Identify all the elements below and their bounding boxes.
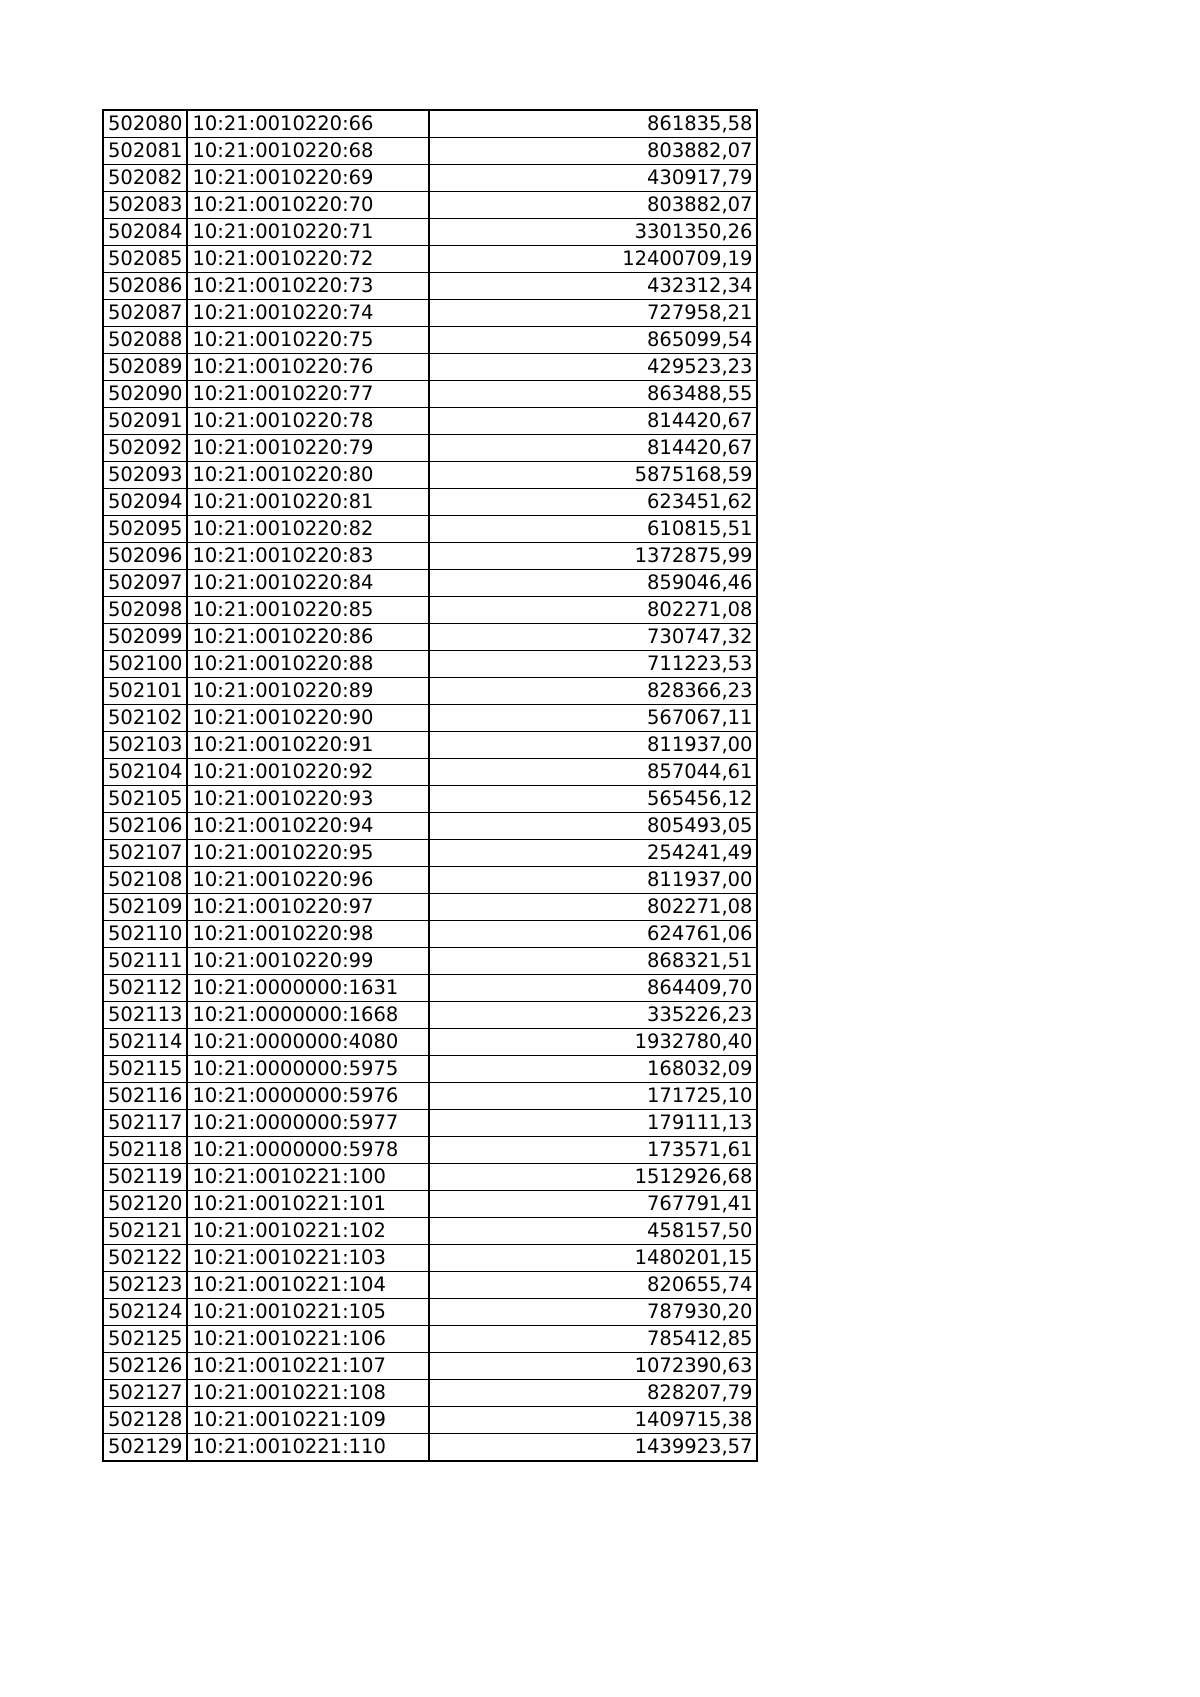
value-cell: 864409,70 [429,975,757,1002]
row-number-cell: 502098 [103,597,187,624]
value-cell: 814420,67 [429,435,757,462]
cadastral-number-cell: 10:21:0010220:91 [187,732,429,759]
cadastral-number-cell: 10:21:0010220:85 [187,597,429,624]
value-cell: 432312,34 [429,273,757,300]
value-cell: 567067,11 [429,705,757,732]
row-number-cell: 502108 [103,867,187,894]
cadastral-number-cell: 10:21:0010220:89 [187,678,429,705]
table-row [103,678,757,705]
cadastral-number-cell: 10:21:0010220:75 [187,327,429,354]
table-row [103,219,757,246]
table-row [103,570,757,597]
value-cell: 1372875,99 [429,543,757,570]
value-cell: 1932780,40 [429,1029,757,1056]
table-row [103,1056,757,1083]
table-row [103,921,757,948]
table-row [103,867,757,894]
table-row [103,786,757,813]
table-row [103,408,757,435]
value-cell: 820655,74 [429,1272,757,1299]
value-cell: 785412,85 [429,1326,757,1353]
table-row [103,516,757,543]
row-number-cell: 502089 [103,354,187,381]
cadastral-number-cell: 10:21:0010221:102 [187,1218,429,1245]
cadastral-number-cell: 10:21:0000000:5975 [187,1056,429,1083]
cadastral-number-cell: 10:21:0010220:80 [187,462,429,489]
cadastral-number-cell: 10:21:0000000:1668 [187,1002,429,1029]
value-cell: 168032,09 [429,1056,757,1083]
cadastral-number-cell: 10:21:0010221:103 [187,1245,429,1272]
table-row [103,759,757,786]
table-row [103,1083,757,1110]
table-row [103,300,757,327]
row-number-cell: 502080 [103,110,187,138]
value-cell: 1512926,68 [429,1164,757,1191]
table-row [103,651,757,678]
table-row [103,273,757,300]
cadastral-number-cell: 10:21:0010220:76 [187,354,429,381]
value-cell: 171725,10 [429,1083,757,1110]
table-row [103,1002,757,1029]
table-row [103,435,757,462]
row-number-cell: 502081 [103,138,187,165]
row-number-cell: 502095 [103,516,187,543]
cadastral-number-cell: 10:21:0010221:110 [187,1434,429,1462]
cadastral-number-cell: 10:21:0010221:108 [187,1380,429,1407]
value-cell: 12400709,19 [429,246,757,273]
table-row [103,732,757,759]
cadastral-number-cell: 10:21:0010220:81 [187,489,429,516]
value-cell: 730747,32 [429,624,757,651]
value-cell: 1409715,38 [429,1407,757,1434]
data-table [102,109,758,1462]
row-number-cell: 502084 [103,219,187,246]
value-cell: 805493,05 [429,813,757,840]
cadastral-number-cell: 10:21:0010220:78 [187,408,429,435]
row-number-cell: 502126 [103,1353,187,1380]
cadastral-number-cell: 10:21:0010220:97 [187,894,429,921]
cadastral-number-cell: 10:21:0010220:79 [187,435,429,462]
row-number-cell: 502127 [103,1380,187,1407]
cadastral-number-cell: 10:21:0010220:93 [187,786,429,813]
cadastral-number-cell: 10:21:0010220:73 [187,273,429,300]
row-number-cell: 502121 [103,1218,187,1245]
cadastral-number-cell: 10:21:0000000:5976 [187,1083,429,1110]
value-cell: 727958,21 [429,300,757,327]
value-cell: 828366,23 [429,678,757,705]
cadastral-number-cell: 10:21:0010221:106 [187,1326,429,1353]
value-cell: 811937,00 [429,867,757,894]
value-cell: 1480201,15 [429,1245,757,1272]
cadastral-number-cell: 10:21:0010220:68 [187,138,429,165]
cadastral-number-cell: 10:21:0010220:74 [187,300,429,327]
row-number-cell: 502113 [103,1002,187,1029]
value-cell: 335226,23 [429,1002,757,1029]
row-number-cell: 502101 [103,678,187,705]
table-row [103,1218,757,1245]
table-row [103,624,757,651]
row-number-cell: 502109 [103,894,187,921]
table-row [103,1326,757,1353]
table-row [103,894,757,921]
value-cell: 610815,51 [429,516,757,543]
cadastral-number-cell: 10:21:0010221:100 [187,1164,429,1191]
row-number-cell: 502085 [103,246,187,273]
value-cell: 787930,20 [429,1299,757,1326]
table-row [103,1353,757,1380]
row-number-cell: 502082 [103,165,187,192]
value-cell: 5875168,59 [429,462,757,489]
row-number-cell: 502088 [103,327,187,354]
table-row [103,1272,757,1299]
row-number-cell: 502100 [103,651,187,678]
table-row [103,597,757,624]
row-number-cell: 502114 [103,1029,187,1056]
table-row [103,705,757,732]
row-number-cell: 502097 [103,570,187,597]
table-row [103,1380,757,1407]
value-cell: 859046,46 [429,570,757,597]
value-cell: 623451,62 [429,489,757,516]
row-number-cell: 502111 [103,948,187,975]
table-row [103,381,757,408]
cadastral-number-cell: 10:21:0010220:95 [187,840,429,867]
cadastral-number-cell: 10:21:0000000:5977 [187,1110,429,1137]
cadastral-number-cell: 10:21:0010220:71 [187,219,429,246]
row-number-cell: 502112 [103,975,187,1002]
value-cell: 1439923,57 [429,1434,757,1462]
table-body [103,110,757,1461]
value-cell: 3301350,26 [429,219,757,246]
value-cell: 814420,67 [429,408,757,435]
cadastral-number-cell: 10:21:0010220:98 [187,921,429,948]
row-number-cell: 502117 [103,1110,187,1137]
cadastral-number-cell: 10:21:0010220:99 [187,948,429,975]
row-number-cell: 502122 [103,1245,187,1272]
table-row [103,1110,757,1137]
cadastral-number-cell: 10:21:0010220:69 [187,165,429,192]
row-number-cell: 502083 [103,192,187,219]
table-row [103,1299,757,1326]
value-cell: 803882,07 [429,138,757,165]
cadastral-number-cell: 10:21:0010220:94 [187,813,429,840]
value-cell: 802271,08 [429,894,757,921]
table-row [103,1407,757,1434]
cadastral-number-cell: 10:21:0010220:72 [187,246,429,273]
row-number-cell: 502123 [103,1272,187,1299]
table-row [103,489,757,516]
value-cell: 861835,58 [429,110,757,138]
table-row [103,327,757,354]
cadastral-number-cell: 10:21:0000000:5978 [187,1137,429,1164]
row-number-cell: 502115 [103,1056,187,1083]
cadastral-number-cell: 10:21:0010221:109 [187,1407,429,1434]
row-number-cell: 502120 [103,1191,187,1218]
table-row [103,246,757,273]
row-number-cell: 502086 [103,273,187,300]
table-row [103,1029,757,1056]
value-cell: 1072390,63 [429,1353,757,1380]
row-number-cell: 502129 [103,1434,187,1462]
cadastral-number-cell: 10:21:0010221:107 [187,1353,429,1380]
value-cell: 811937,00 [429,732,757,759]
cadastral-number-cell: 10:21:0010220:86 [187,624,429,651]
value-cell: 173571,61 [429,1137,757,1164]
cadastral-number-cell: 10:21:0010220:96 [187,867,429,894]
row-number-cell: 502094 [103,489,187,516]
row-number-cell: 502118 [103,1137,187,1164]
value-cell: 458157,50 [429,1218,757,1245]
row-number-cell: 502125 [103,1326,187,1353]
row-number-cell: 502107 [103,840,187,867]
value-cell: 803882,07 [429,192,757,219]
table-row [103,1434,757,1462]
table-row [103,354,757,381]
row-number-cell: 502110 [103,921,187,948]
table-row [103,462,757,489]
table-row [103,165,757,192]
value-cell: 565456,12 [429,786,757,813]
table-row [103,1191,757,1218]
cadastral-number-cell: 10:21:0000000:4080 [187,1029,429,1056]
value-cell: 430917,79 [429,165,757,192]
row-number-cell: 502119 [103,1164,187,1191]
cadastral-number-cell: 10:21:0010220:82 [187,516,429,543]
value-cell: 429523,23 [429,354,757,381]
value-cell: 711223,53 [429,651,757,678]
table-row [103,975,757,1002]
row-number-cell: 502099 [103,624,187,651]
row-number-cell: 502090 [103,381,187,408]
table-row [103,840,757,867]
cadastral-number-cell: 10:21:0000000:1631 [187,975,429,1002]
row-number-cell: 502096 [103,543,187,570]
row-number-cell: 502116 [103,1083,187,1110]
table-row [103,543,757,570]
table-row [103,1137,757,1164]
table-row [103,192,757,219]
row-number-cell: 502087 [103,300,187,327]
row-number-cell: 502103 [103,732,187,759]
row-number-cell: 502104 [103,759,187,786]
cadastral-number-cell: 10:21:0010221:104 [187,1272,429,1299]
row-number-cell: 502092 [103,435,187,462]
cadastral-number-cell: 10:21:0010221:101 [187,1191,429,1218]
row-number-cell: 502128 [103,1407,187,1434]
value-cell: 868321,51 [429,948,757,975]
value-cell: 624761,06 [429,921,757,948]
table-row [103,1164,757,1191]
row-number-cell: 502124 [103,1299,187,1326]
cadastral-number-cell: 10:21:0010220:70 [187,192,429,219]
value-cell: 254241,49 [429,840,757,867]
row-number-cell: 502105 [103,786,187,813]
row-number-cell: 502093 [103,462,187,489]
row-number-cell: 502091 [103,408,187,435]
value-cell: 857044,61 [429,759,757,786]
value-cell: 863488,55 [429,381,757,408]
table-row [103,1245,757,1272]
cadastral-number-cell: 10:21:0010220:84 [187,570,429,597]
table-row [103,948,757,975]
value-cell: 828207,79 [429,1380,757,1407]
table-row [103,813,757,840]
value-cell: 802271,08 [429,597,757,624]
cadastral-number-cell: 10:21:0010220:88 [187,651,429,678]
cadastral-number-cell: 10:21:0010220:66 [187,110,429,138]
cadastral-number-cell: 10:21:0010220:92 [187,759,429,786]
cadastral-number-cell: 10:21:0010221:105 [187,1299,429,1326]
cadastral-number-cell: 10:21:0010220:83 [187,543,429,570]
value-cell: 179111,13 [429,1110,757,1137]
row-number-cell: 502106 [103,813,187,840]
table-row [103,138,757,165]
row-number-cell: 502102 [103,705,187,732]
value-cell: 865099,54 [429,327,757,354]
cadastral-number-cell: 10:21:0010220:90 [187,705,429,732]
table-row [103,110,757,138]
cadastral-number-cell: 10:21:0010220:77 [187,381,429,408]
value-cell: 767791,41 [429,1191,757,1218]
